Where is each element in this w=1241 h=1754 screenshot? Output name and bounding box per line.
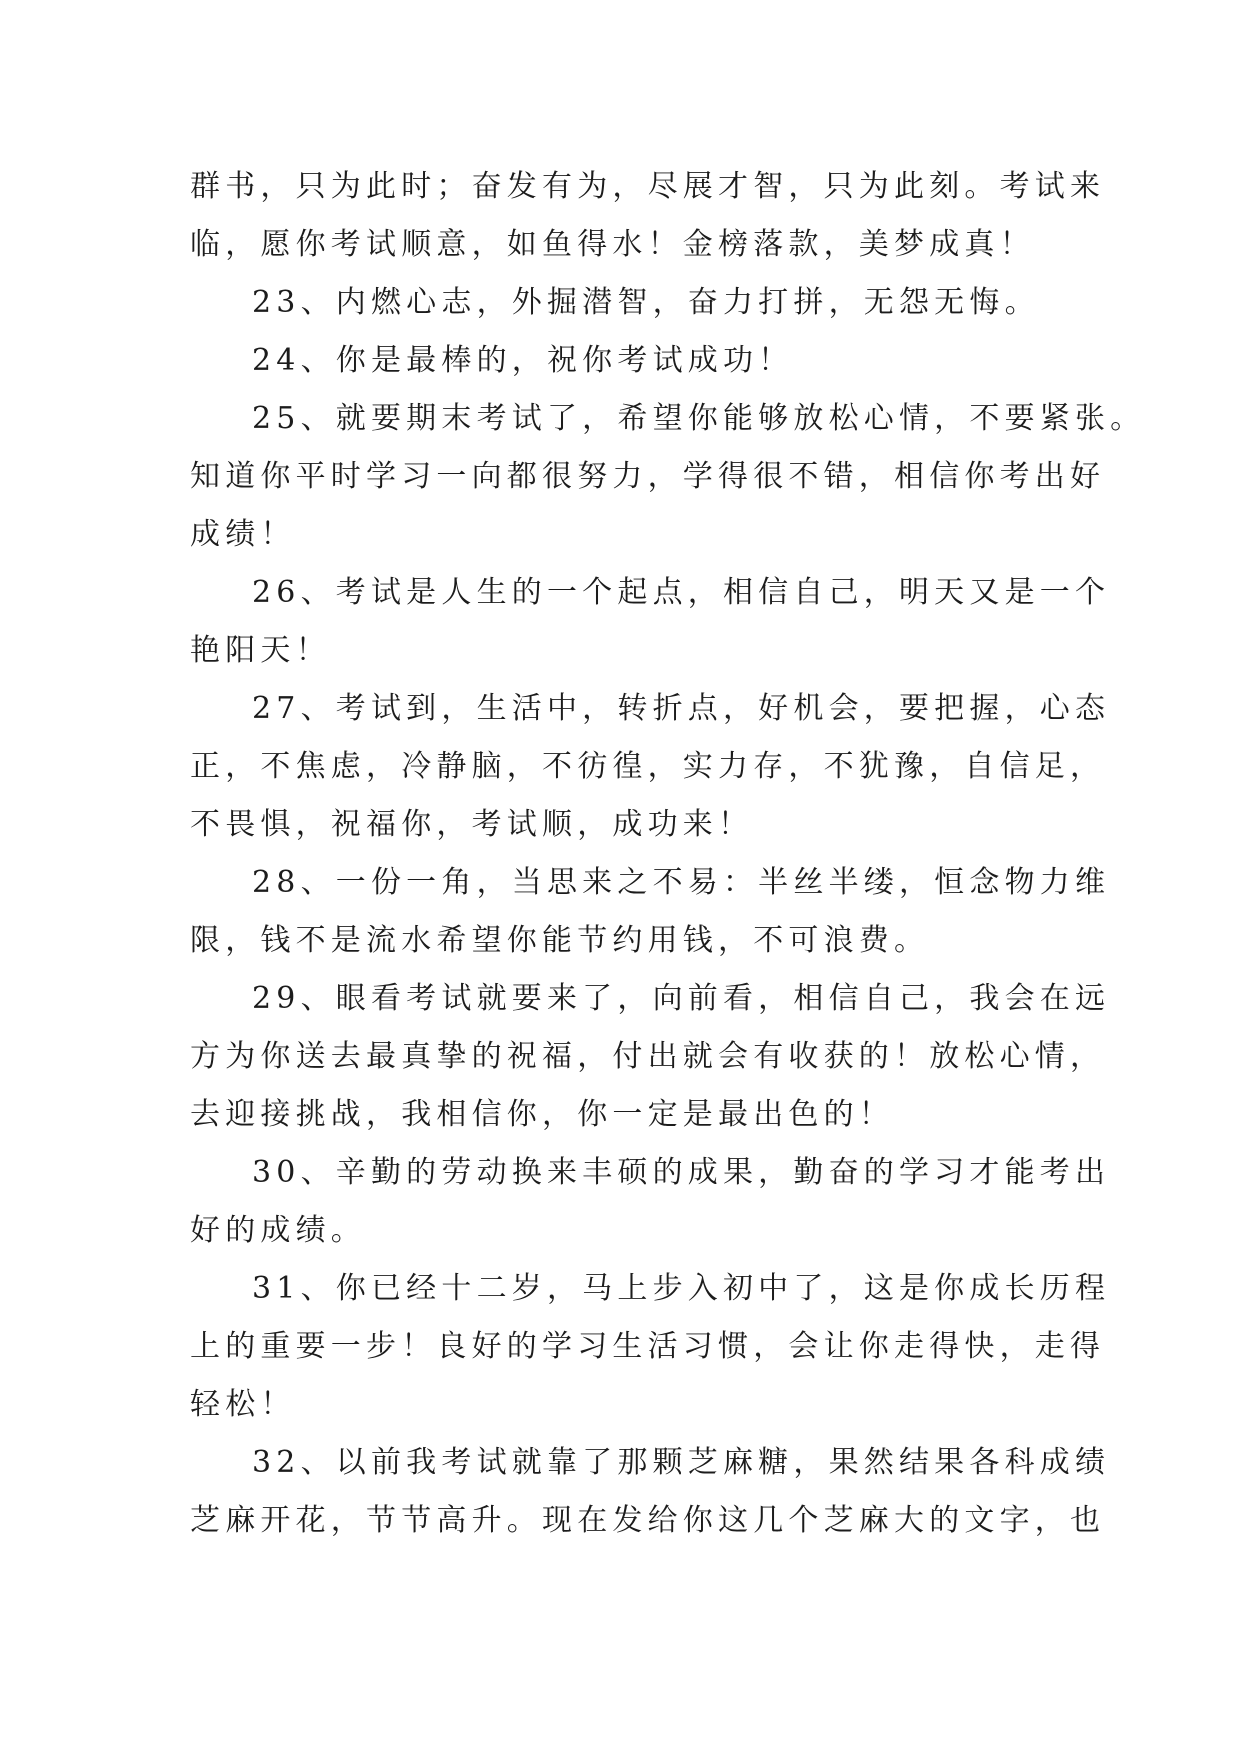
text-line-2: 临，愿你考试顺意，如鱼得水！金榜落款，美梦成真！: [190, 227, 1035, 262]
text-line-24: 芝麻开花，节节高升。现在发给你这几个芝麻大的文字，也: [190, 1503, 1106, 1538]
text-line-4: 24、你是最棒的，祝你考试成功！: [252, 343, 794, 378]
text-line-10: 27、考试到，生活中，转折点，好机会，要把握，心态: [252, 691, 1111, 726]
text-line-20: 31、你已经十二岁，马上步入初中了，这是你成长历程: [252, 1271, 1111, 1306]
text-line-8: 26、考试是人生的一个起点，相信自己，明天又是一个: [252, 575, 1111, 610]
text-line-13: 28、一份一角，当思来之不易：半丝半缕，恒念物力维: [252, 865, 1111, 900]
text-line-11: 正，不焦虑，冷静脑，不彷徨，实力存，不犹豫，自信足，: [190, 749, 1106, 784]
text-line-7: 成绩！: [190, 517, 296, 552]
text-line-21: 上的重要一步！良好的学习生活习惯，会让你走得快，走得: [190, 1329, 1106, 1364]
text-line-14: 限，钱不是流水希望你能节约用钱，不可浪费。: [190, 923, 930, 958]
text-line-17: 去迎接挑战，我相信你，你一定是最出色的！: [190, 1097, 894, 1132]
text-line-15: 29、眼看考试就要来了，向前看，相信自己，我会在远: [252, 981, 1111, 1016]
text-line-18: 30、辛勤的劳动换来丰硕的成果，勤奋的学习才能考出: [252, 1155, 1111, 1190]
text-line-1: 群书，只为此时；奋发有为，尽展才智，只为此刻。考试来: [190, 169, 1106, 204]
text-line-16: 方为你送去最真挚的祝福，付出就会有收获的！放松心情，: [190, 1039, 1106, 1074]
text-line-22: 轻松！: [190, 1387, 296, 1422]
text-line-23: 32、以前我考试就靠了那颗芝麻糖，果然结果各科成绩: [252, 1445, 1111, 1480]
text-line-3: 23、内燃心志，外掘潜智，奋力打拼，无怨无悔。: [252, 285, 1040, 320]
text-line-12: 不畏惧，祝福你，考试顺，成功来！: [190, 807, 754, 842]
document-body: [190, 158, 1146, 1550]
text-line-6: 知道你平时学习一向都很努力，学得很不错，相信你考出好: [190, 459, 1106, 494]
text-line-5: 25、就要期末考试了，希望你能够放松心情，不要紧张。: [252, 401, 1146, 436]
text-line-19: 好的成绩。: [190, 1213, 366, 1248]
text-line-9: 艳阳天！: [190, 633, 331, 668]
